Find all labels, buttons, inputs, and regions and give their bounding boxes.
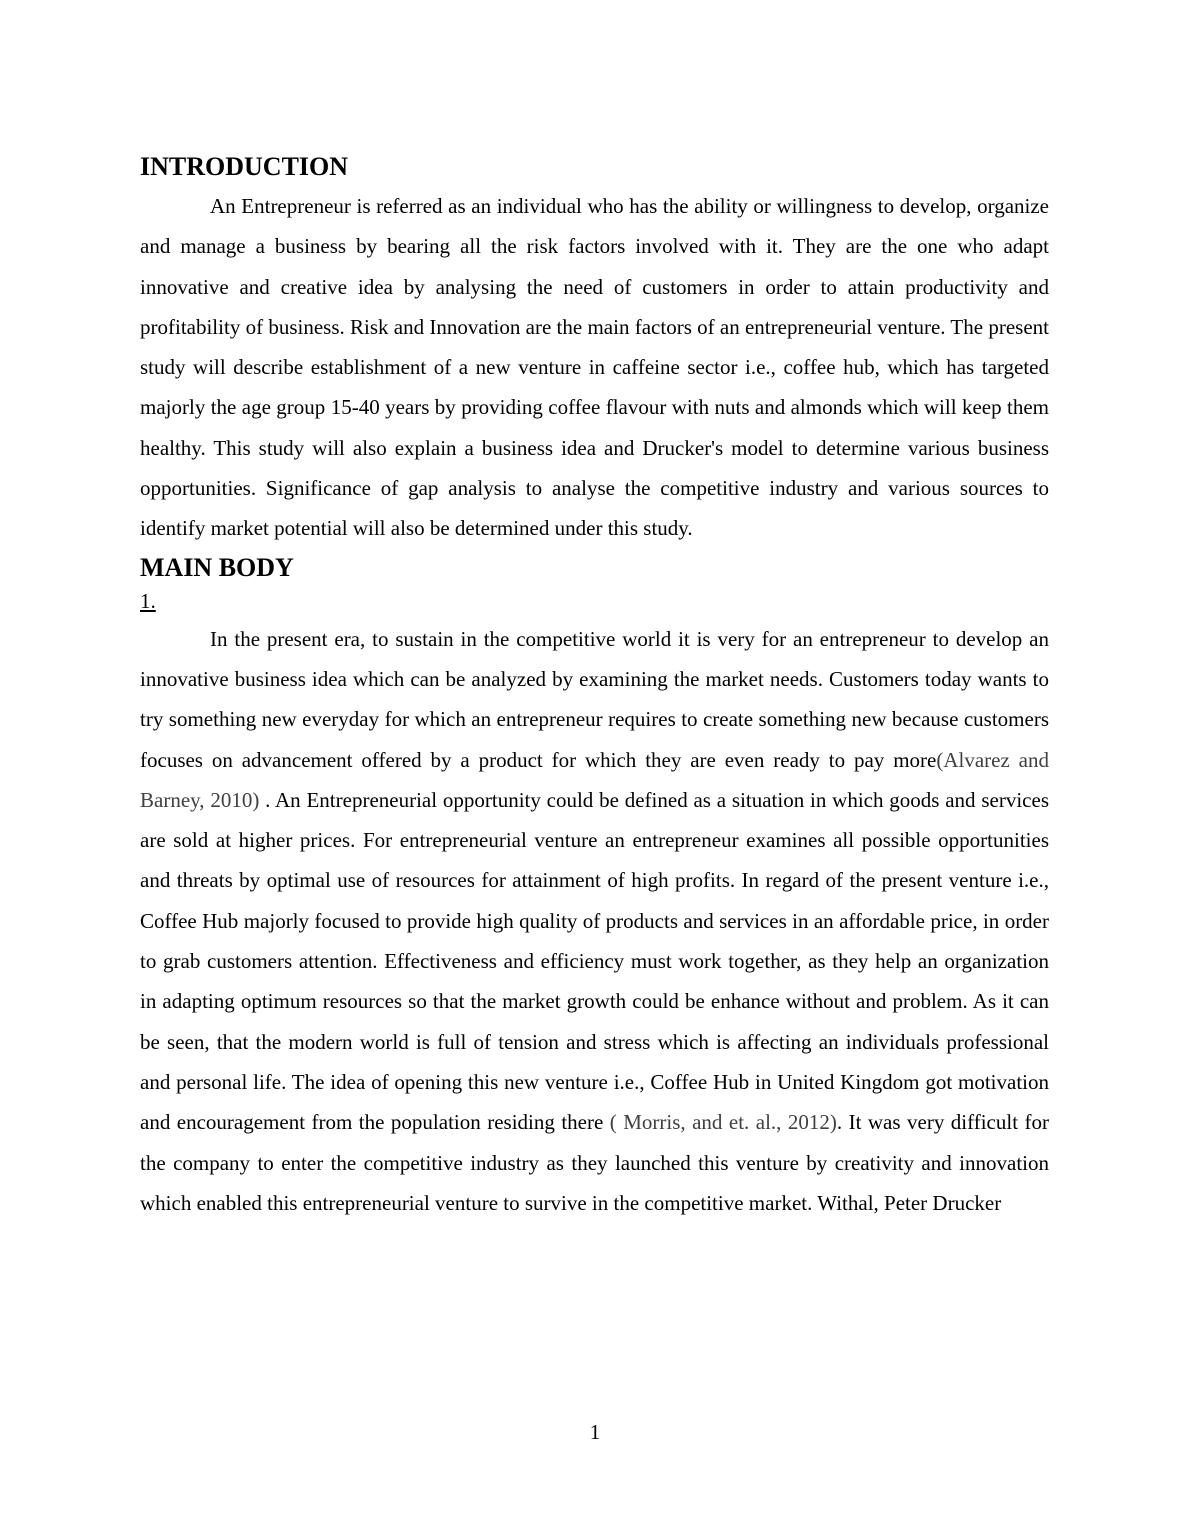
paragraph-text-part-1: In the present era, to sustain in the competitive world it is very for an entrepreneur to develop an innovative business idea which can be analyzed by examining the market needs. Customers today wants to try something new everyday for which an entrepreneur requires to create something new because customers focuses on advancement offered by a product for which they are even ready to pay more <box>140 626 1049 772</box>
page-number: 1 <box>589 1420 601 1444</box>
paragraph-text-part-2: . An Entrepreneurial opportunity could be defined as a situation in which goods and services are sold at higher prices. For entrepreneurial venture an entrepreneur examines all possible opportunities and threats by optimal use of resources for attainment of high profits. In regard of the present venture i.e., Coffee Hub majorly focused to provide high quality of products and services in an affordable price, in order to grab customers attention. Effectiveness and efficiency must work together, as they help an organization in adapting optimum resources so that the market growth could be enhance without and problem. As it can be seen, that the modern world is full of tension and stress which is affecting an individuals professional and personal life. The idea of opening this new venture i.e., Coffee Hub in United Kingdom got motivation and encouragement from the population residing there <box>140 787 1049 1135</box>
page-content <box>140 148 1049 1223</box>
citation-alvarez-barney: (Alvarez and Barney, 2010) <box>140 747 1049 812</box>
main-body-heading: MAIN BODY <box>140 552 294 582</box>
section-number: 1. <box>140 588 156 613</box>
citation-morris: ( Morris, and et. al., 2012) <box>609 1110 837 1135</box>
paragraph-text-part-3: . It was very difficult for the company to enter the competitive industry as they launched this venture by creativity and innovation which enabled this entrepreneurial venture to survive in the competitive market. Withal, Peter Drucker <box>140 1110 1049 1215</box>
introduction-paragraph: An Entrepreneur is referred as an individual who has the ability or willingness to develop, organize and manage a business by bearing all the risk factors involved with it. They are the one who adapt innovative and creative idea by analysing the need of customers in order to attain productivity and profitability of business. Risk and Innovation are the main factors of an entrepreneurial venture. The present study will describe establishment of a new venture in caffeine sector i.e., coffee hub, which has targeted majorly the age group 15-40 years by providing coffee flavour with nuts and almonds which will keep them healthy. This study will also explain a business idea and Drucker's model to determine various business opportunities. Significance of gap analysis to analyse the competitive industry and various sources to identify market potential will also be determined under this study. <box>140 194 1049 541</box>
introduction-heading: INTRODUCTION <box>140 152 349 181</box>
main-body-paragraph <box>140 619 1049 1223</box>
